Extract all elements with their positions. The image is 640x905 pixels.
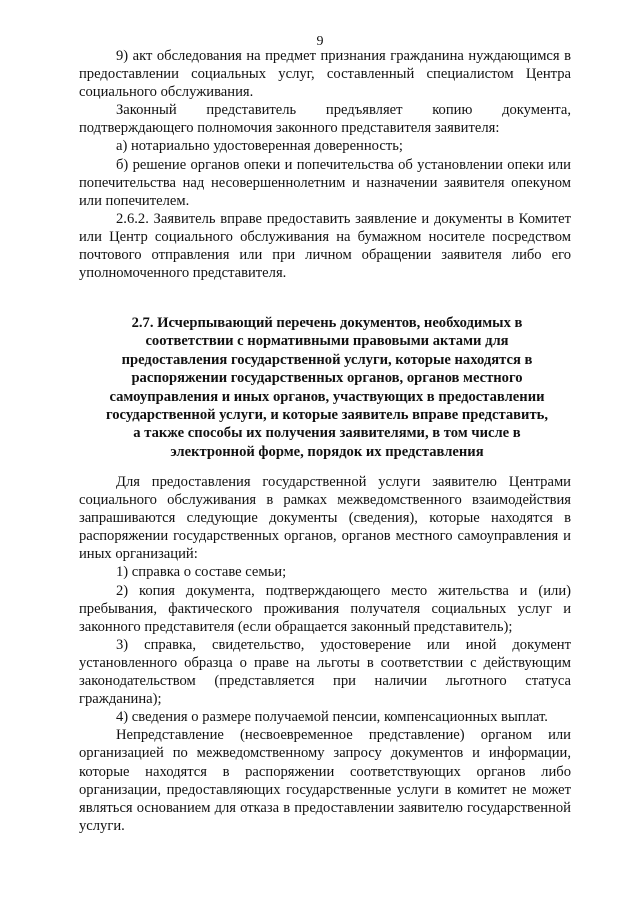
paragraph-legal-representative: Законный представитель предъявляет копию документа, подтверждающего полномочия законного представителя заявителя: bbox=[79, 102, 571, 137]
top-text-block bbox=[79, 47, 571, 282]
paragraph-item-9-act: 9) акт обследования на предмет признания гражданина нуждающимся в предоставлении социальных услуг, составленный специалистом Центра социального обслуживания. bbox=[79, 48, 571, 101]
section-heading-2-7: 2.7. Исчерпывающий перечень документов, необходимых в соответствии с нормативными правовыми актами для предоставления государственной услуги, которые находятся в распоряжении государственных органов, органов местного самоуправления и иных органов, участвующих в предоставлении государственной услуги, и которые заявитель вправе представить, а также способы их получения заявителями, в том числе в электронной форме, порядок их представления bbox=[105, 315, 549, 460]
paragraph-2-6-2: 2.6.2. Заявитель вправе предоставить заявление и документы в Комитет или Центр социального обслуживания на бумажном носителе посредством почтового отправления или при личном обращении заявителя либо его уполномоченного представителя. bbox=[79, 210, 571, 282]
list-item-family-certificate: 1) справка о составе семьи; bbox=[116, 564, 287, 581]
bottom-text-block bbox=[79, 473, 571, 835]
paragraph-non-submission: Непредставление (несвоевременное представление) органом или организацией по межведомственному запросу документов и информации, которые находятся в распоряжении соответствующих органов либо организации, предоставляющих государственные услуги в комитет не может являться основанием для отказа в предоставлении заявителю государственной услуги. bbox=[79, 727, 571, 834]
paragraph-guardianship-decision: б) решение органов опеки и попечительства об установлении опеки или попечительства над несовершеннолетним и назначении заявителя опекуном или попечителем. bbox=[79, 156, 571, 209]
list-item-pension-info: 4) сведения о размере получаемой пенсии, компенсационных выплат. bbox=[116, 709, 548, 726]
list-item-residence-document: 2) копия документа, подтверждающего место жительства и (или) пребывания, фактического проживания получателя социальных услуг и законного представителя (если обращается законный представитель); bbox=[79, 582, 571, 635]
page-number: 9 bbox=[316, 34, 324, 49]
list-item-benefits-document: 3) справка, свидетельство, удостоверение или иной документ установленного образца о праве на льготы в соответствии с действующим законодательством (представляется при наличии льготного статуса гражданина); bbox=[79, 636, 571, 708]
paragraph-notarized-power: а) нотариально удостоверенная доверенность; bbox=[116, 138, 403, 155]
paragraph-interagency-request: Для предоставления государственной услуги заявителю Центрами социального обслуживания в рамках межведомственного взаимодействия запрашиваются следующие документы (сведения), которые находятся в распоряжении государственных органов, органов местного самоуправления и иных организаций: bbox=[79, 474, 571, 563]
